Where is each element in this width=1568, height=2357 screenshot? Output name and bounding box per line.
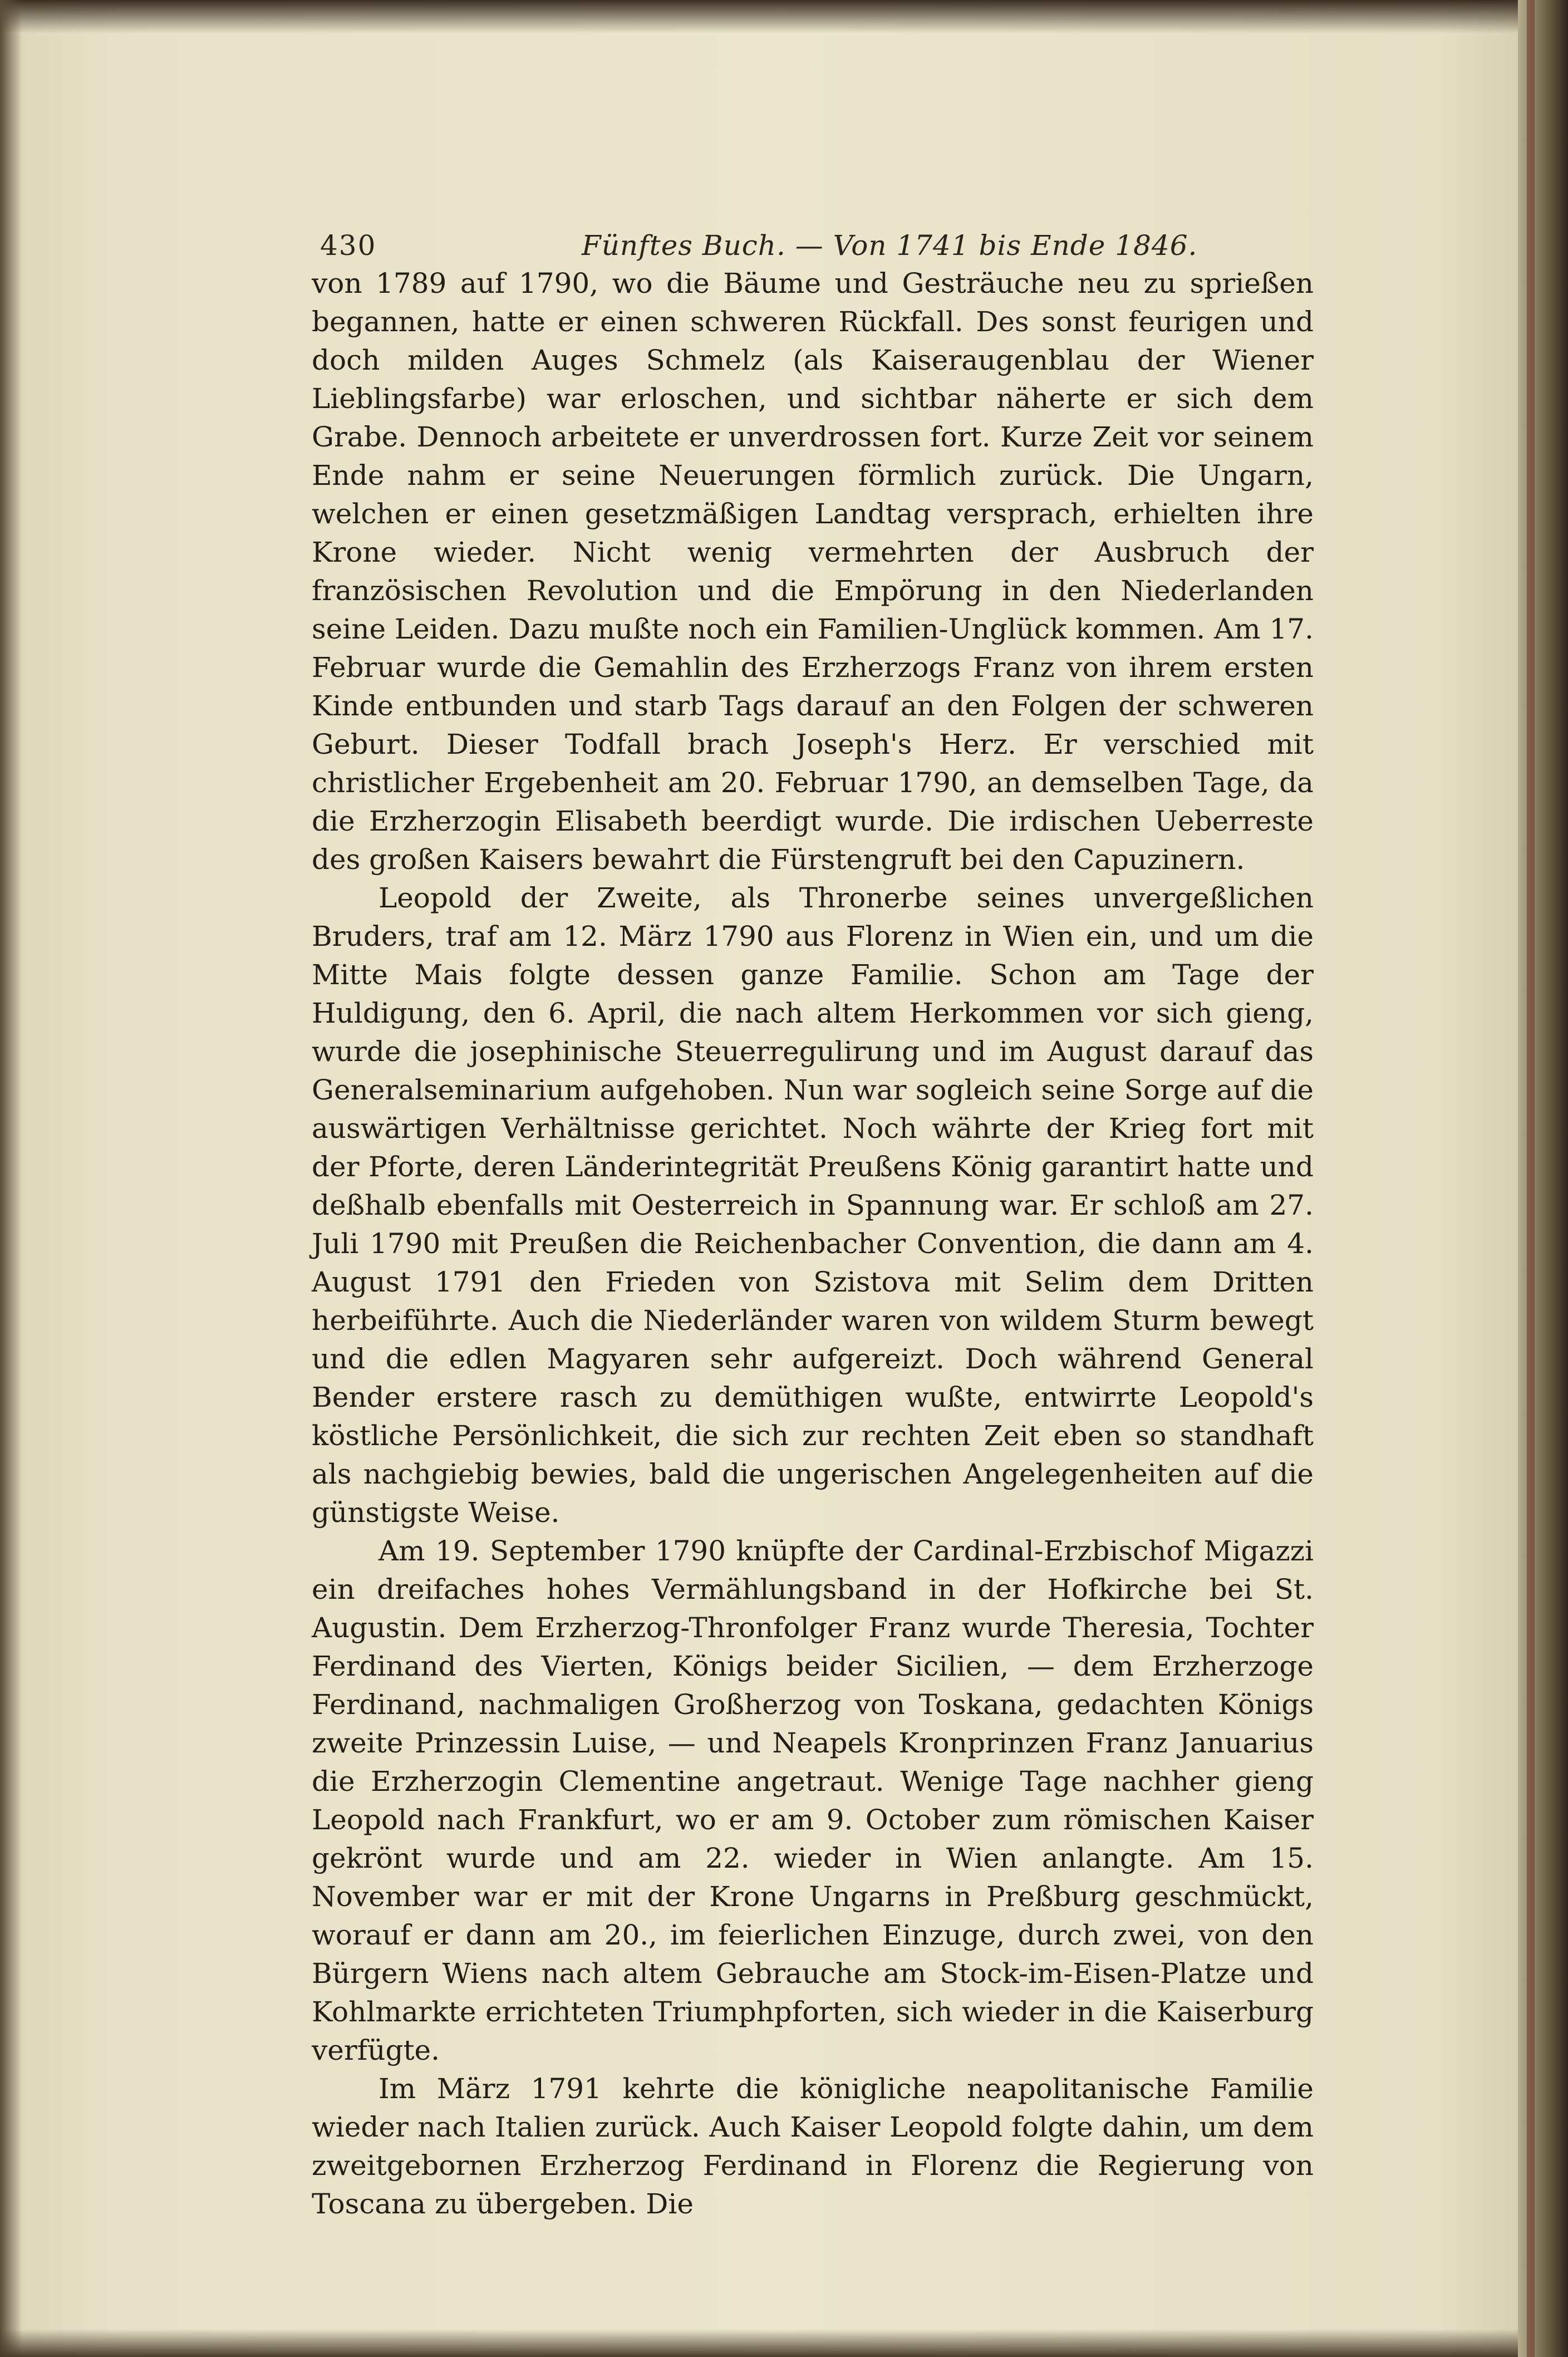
paragraph: von 1789 auf 1790, wo die Bäume und Gesträuche neu zu sprießen begannen, hatte er einen schweren Rückfall. Des sonst feurigen und doch milden Auges Schmelz (als Kaiseraugenblau der Wiener Lieblingsfarbe) war erloschen, und sichtbar näherte er sich dem Grabe. Dennoch arbeitete er unverdrossen fort. Kurze Zeit vor seinem Ende nahm er seine Neuerungen förmlich zurück. Die Ungarn, welchen er einen gesetzmäßigen Landtag versprach, erhielten ihre Krone wieder. Nicht wenig vermehrten der Ausbruch der französischen Revolution und die Empörung in den Niederlanden seine Leiden. Dazu mußte noch ein Familien-Unglück kommen. Am 17. Februar wurde die Gemahlin des Erzherzogs Franz von ihrem ersten Kinde entbunden und starb Tags darauf an den Folgen der schweren Geburt. Dieser Todfall brach Joseph's Herz. Er verschied mit christlicher Ergebenheit am 20. Februar 1790, an demselben Tage, da die Erzherzogin Elisabeth beerdigt wurde. Die irdischen Ueberreste des großen Kaisers bewahrt die Fürstengruft bei den Capuzinern. xyxy=(312,267,1314,876)
body-text xyxy=(312,264,1314,2313)
book-spine xyxy=(1518,0,1568,2357)
spine-edge xyxy=(1527,0,1535,2357)
left-scan-shadow xyxy=(0,0,22,2357)
paragraph: Am 19. September 1790 knüpfte der Cardinal-Erzbischof Migazzi ein dreifaches hohes Vermählungsband in der Hofkirche bei St. Augustin. Dem Erzherzog-Thronfolger Franz wurde Theresia, Tochter Ferdinand des Vierten, Königs beider Sicilien, — dem Erzherzoge Ferdinand, nachmaligen Großherzog von Toskana, gedachten Königs zweite Prinzessin Luise, — und Neapels Kronprinzen Franz Januarius die Erzherzogin Clementine angetraut. Wenige Tage nachher gieng Leopold nach Frankfurt, wo er am 9. October zum römischen Kaiser gekrönt wurde und am 22. wieder in Wien anlangte. Am 15. November war er mit der Krone Ungarns in Preßburg geschmückt, worauf er dann am 20., im feierlichen Einzuge, durch zwei, von den Bürgern Wiens nach altem Gebrauche am Stock-im-Eisen-Platze und Kohlmarkte errichteten Triumphpforten, sich wieder in die Kaiserburg verfügte. xyxy=(312,1535,1314,2066)
page-header xyxy=(320,224,1411,268)
bottom-scan-shadow xyxy=(0,2329,1568,2357)
paragraph: Im März 1791 kehrte die königliche neapolitanische Familie wieder nach Italien zurück. Auch Kaiser Leopold folgte dahin, um dem zweitgebornen Erzherzog Ferdinand in Florenz die Regierung von Toscana zu übergeben. Die xyxy=(312,2073,1314,2220)
running-head: Fünftes Buch. — Von 1741 bis Ende 1846. xyxy=(582,229,1198,262)
top-scan-shadow xyxy=(0,0,1568,33)
page-number: 430 xyxy=(320,229,377,262)
paragraph: Leopold der Zweite, als Thronerbe seines unvergeßlichen Bruders, traf am 12. März 1790 aus Florenz in Wien ein, und um die Mitte Mais folgte dessen ganze Familie. Schon am Tage der Huldigung, den 6. April, die nach altem Herkommen vor sich gieng, wurde die josephinische Steuerregulirung und im August darauf das Generalseminarium aufgehoben. Nun war sogleich seine Sorge auf die auswärtigen Verhältnisse gerichtet. Noch währte der Krieg fort mit der Pforte, deren Länderintegrität Preußens König garantirt hatte und deßhalb ebenfalls mit Oesterreich in Spannung war. Er schloß am 27. Juli 1790 mit Preußen die Reichenbacher Convention, die dann am 4. August 1791 den Frieden von Szistova mit Selim dem Dritten herbeiführte. Auch die Niederländer waren von wildem Sturm bewegt und die edlen Magyaren sehr aufgereizt. Doch während General Bender erstere rasch zu demüthigen wußte, entwirrte Leopold's köstliche Persönlichkeit, die sich zur rechten Zeit eben so standhaft als nachgiebig bewies, bald die ungerischen Angelegenheiten auf die günstigste Weise. xyxy=(312,882,1314,1529)
